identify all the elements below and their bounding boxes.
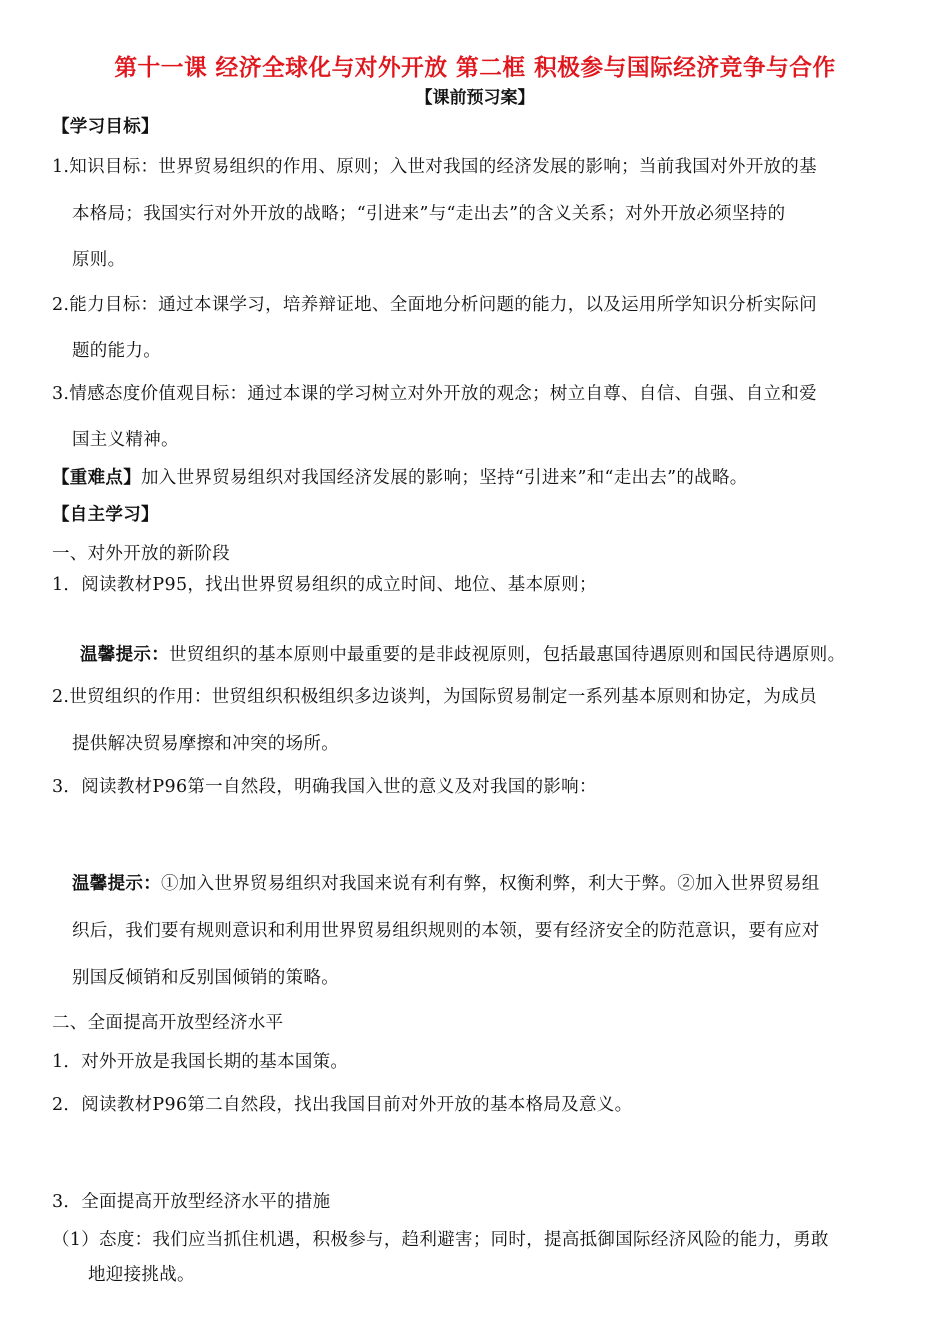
section-1-title: 一、对外开放的新阶段 [52, 544, 230, 564]
tip-1-line [80, 643, 845, 667]
question-1: 1．阅读教材P95，找出世界贸易组织的成立时间、地位、基本原则； [52, 575, 597, 595]
tip-1-label: 温馨提示： [80, 645, 169, 665]
tip-2-text-1: ①加入世界贸易组织对我国来说有利有弊，权衡利弊，利大于弊。②加入世界贸易组 [161, 874, 820, 894]
section-2-title: 二、全面提高开放型经济水平 [52, 1013, 284, 1033]
section-2-question-3-1-line-2: 地迎接挑战。 [88, 1265, 195, 1285]
question-2-line-1: 2.世贸组织的作用：世贸组织积极组织多边谈判，为国际贸易制定一系列基本原则和协定，为成员 [52, 687, 817, 707]
question-2-line-2: 提供解决贸易摩擦和冲突的场所。 [72, 734, 339, 754]
objective-1-line-2: 本格局；我国实行对外开放的战略；“引进来”与“走出去”的含义关系；对外开放必须坚持的 [72, 204, 786, 224]
tip-1-text: 世贸组织的基本原则中最重要的是非歧视原则，包括最惠国待遇原则和国民待遇原则。 [169, 645, 846, 665]
objective-2-line-1: 2.能力目标：通过本课学习，培养辩证地、全面地分析问题的能力，以及运用所学知识分析实际问 [52, 295, 817, 315]
section-2-question-1: 1．对外开放是我国长期的基本国策。 [52, 1052, 349, 1072]
document-title: 第十一课 经济全球化与对外开放 第二框 积极参与国际经济竞争与合作 [114, 55, 836, 81]
keypoints-line [52, 466, 748, 490]
keypoints-label: 【重难点】 [52, 468, 141, 488]
objective-3-line-1: 3.情感态度价值观目标：通过本课的学习树立对外开放的观念；树立自尊、自信、自强、自立和爱 [52, 384, 817, 404]
tip-2-line-1 [72, 872, 820, 896]
objective-2-line-2: 题的能力。 [72, 341, 161, 361]
objectives-heading: 【学习目标】 [52, 117, 159, 137]
tip-2-line-2: 织后，我们要有规则意识和利用世界贸易组织规则的本领，要有经济安全的防范意识，要有应对 [72, 921, 820, 941]
section-2-question-3: 3．全面提高开放型经济水平的措施 [52, 1192, 331, 1212]
document-subtitle: 【课前预习案】 [415, 88, 535, 108]
keypoints-text: 加入世界贸易组织对我国经济发展的影响；坚持“引进来”和“走出去”的战略。 [141, 468, 748, 488]
objective-1-line-3: 原则。 [72, 250, 126, 270]
section-2-question-3-1-line-1: （1）态度：我们应当抓住机遇，积极参与，趋利避害；同时，提高抵御国际经济风险的能力，勇敢 [52, 1230, 829, 1250]
objective-1-line-1: 1.知识目标：世界贸易组织的作用、原则；入世对我国的经济发展的影响；当前我国对外开放的基 [52, 157, 817, 177]
question-3: 3．阅读教材P96第一自然段，明确我国入世的意义及对我国的影响： [52, 777, 597, 797]
selfstudy-heading: 【自主学习】 [52, 505, 159, 525]
tip-2-label: 温馨提示： [72, 874, 161, 894]
section-2-question-2: 2．阅读教材P96第二自然段，找出我国目前对外开放的基本格局及意义。 [52, 1095, 633, 1115]
tip-2-line-3: 别国反倾销和反别国倾销的策略。 [72, 968, 339, 988]
objective-3-line-2: 国主义精神。 [72, 430, 179, 450]
